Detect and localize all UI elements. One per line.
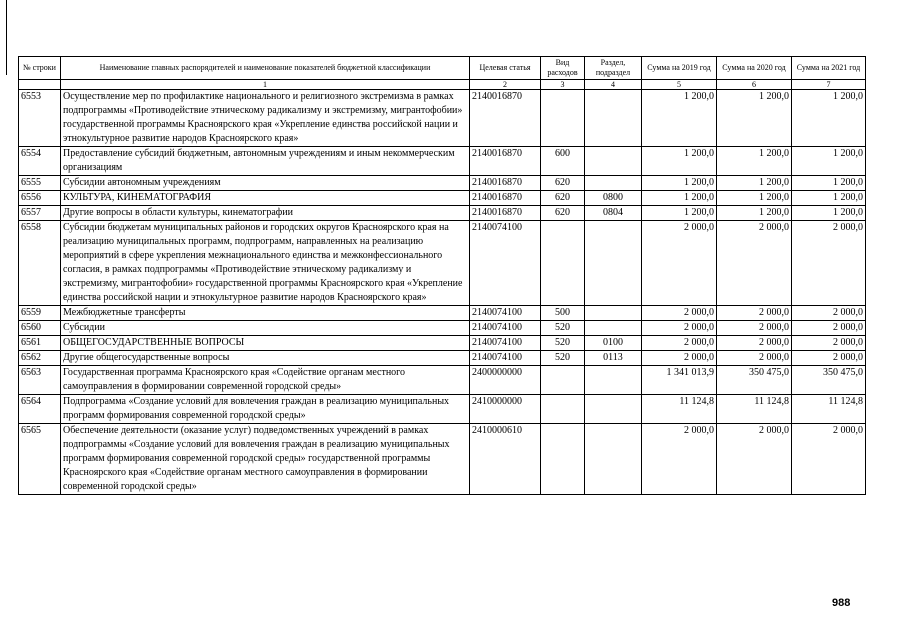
row-target-article: 2140074100 <box>470 336 541 351</box>
row-sum-2021: 2 000,0 <box>792 336 866 351</box>
row-sum-2020: 1 200,0 <box>717 176 792 191</box>
row-expense-kind: 520 <box>541 351 585 366</box>
row-sum-2019: 1 200,0 <box>642 90 717 147</box>
row-sum-2019: 2 000,0 <box>642 336 717 351</box>
table-row <box>19 366 866 395</box>
row-expense-kind <box>541 366 585 395</box>
row-sum-2019: 1 341 013,9 <box>642 366 717 395</box>
row-section <box>585 90 642 147</box>
row-name: Субсидии автономным учреждениям <box>61 176 470 191</box>
row-sum-2020: 2 000,0 <box>717 306 792 321</box>
table-row <box>19 395 866 424</box>
row-number: 6556 <box>19 191 61 206</box>
row-sum-2021: 1 200,0 <box>792 191 866 206</box>
row-sum-2021: 1 200,0 <box>792 147 866 176</box>
table-row <box>19 90 866 147</box>
row-number: 6558 <box>19 221 61 306</box>
row-sum-2021: 2 000,0 <box>792 321 866 336</box>
header-expense-kind: Вид расходов <box>541 57 585 80</box>
header-sum-2021: Сумма на 2021 год <box>792 57 866 80</box>
row-sum-2020: 350 475,0 <box>717 366 792 395</box>
row-name: ОБЩЕГОСУДАРСТВЕННЫЕ ВОПРОСЫ <box>61 336 470 351</box>
header-sum-2019: Сумма на 2019 год <box>642 57 717 80</box>
row-sum-2019: 2 000,0 <box>642 306 717 321</box>
header-target-article: Целевая статья <box>470 57 541 80</box>
row-target-article: 2140074100 <box>470 321 541 336</box>
row-number: 6553 <box>19 90 61 147</box>
table-row <box>19 306 866 321</box>
row-sum-2021: 2 000,0 <box>792 351 866 366</box>
row-name: Другие общегосударственные вопросы <box>61 351 470 366</box>
column-number-row <box>19 80 866 90</box>
column-number-1: 1 <box>61 80 470 90</box>
table-body <box>19 90 866 495</box>
row-section <box>585 366 642 395</box>
row-expense-kind: 620 <box>541 191 585 206</box>
row-sum-2019: 1 200,0 <box>642 191 717 206</box>
row-sum-2020: 1 200,0 <box>717 191 792 206</box>
row-sum-2019: 1 200,0 <box>642 206 717 221</box>
row-expense-kind: 620 <box>541 176 585 191</box>
row-number: 6557 <box>19 206 61 221</box>
table-row <box>19 351 866 366</box>
row-expense-kind: 520 <box>541 336 585 351</box>
row-section: 0804 <box>585 206 642 221</box>
row-sum-2019: 2 000,0 <box>642 221 717 306</box>
row-name: Субсидии <box>61 321 470 336</box>
row-number: 6560 <box>19 321 61 336</box>
row-sum-2020: 11 124,8 <box>717 395 792 424</box>
row-name: Подпрограмма «Создание условий для вовлечения граждан в реализацию муниципальных программ формирования современной городской среды» <box>61 395 470 424</box>
row-expense-kind <box>541 424 585 495</box>
row-sum-2019: 2 000,0 <box>642 351 717 366</box>
table-row <box>19 336 866 351</box>
row-section <box>585 147 642 176</box>
row-sum-2021: 1 200,0 <box>792 90 866 147</box>
header-row-number: № строки <box>19 57 61 80</box>
row-name: Другие вопросы в области культуры, кинематографии <box>61 206 470 221</box>
row-name: Государственная программа Красноярского края «Содействие органам местного самоуправления в формировании современной городской среды» <box>61 366 470 395</box>
row-target-article: 2400000000 <box>470 366 541 395</box>
row-sum-2020: 1 200,0 <box>717 147 792 176</box>
row-section <box>585 221 642 306</box>
header-section: Раздел, подраздел <box>585 57 642 80</box>
row-target-article: 2140016870 <box>470 206 541 221</box>
column-number-2: 2 <box>470 80 541 90</box>
table-row <box>19 191 866 206</box>
row-sum-2020: 2 000,0 <box>717 336 792 351</box>
column-number-1 <box>19 80 61 90</box>
row-sum-2020: 2 000,0 <box>717 424 792 495</box>
row-sum-2019: 1 200,0 <box>642 176 717 191</box>
table-row <box>19 176 866 191</box>
row-number: 6564 <box>19 395 61 424</box>
table-row <box>19 147 866 176</box>
row-number: 6562 <box>19 351 61 366</box>
row-number: 6555 <box>19 176 61 191</box>
row-expense-kind: 500 <box>541 306 585 321</box>
row-sum-2019: 1 200,0 <box>642 147 717 176</box>
row-name: Субсидии бюджетам муниципальных районов и городских округов Красноярского края на реализацию муниципальных программ, подпрограмм, направленных на реализацию мероприятий в сфере укрепления межнационального единства и межконфессионального согласия, в рамках подпрограммы «Противодействие этническому радикализму и экстремизму, мигрантофобии» государственной программы Красноярского края «Укрепление единства российской нации и этнокультурное развитие народов Красноярского края» <box>61 221 470 306</box>
row-sum-2021: 1 200,0 <box>792 206 866 221</box>
row-section: 0113 <box>585 351 642 366</box>
row-target-article: 2140074100 <box>470 351 541 366</box>
row-target-article: 2140074100 <box>470 306 541 321</box>
row-number: 6563 <box>19 366 61 395</box>
row-target-article: 2140016870 <box>470 147 541 176</box>
table-row <box>19 424 866 495</box>
header-row <box>19 57 866 80</box>
row-name: Межбюджетные трансферты <box>61 306 470 321</box>
header-name: Наименование главных распорядителей и наименование показателей бюджетной классификации <box>61 57 470 80</box>
row-section <box>585 395 642 424</box>
row-sum-2019: 11 124,8 <box>642 395 717 424</box>
row-section <box>585 424 642 495</box>
row-target-article: 2140016870 <box>470 176 541 191</box>
column-number-6: 6 <box>717 80 792 90</box>
header-sum-2020: Сумма на 2020 год <box>717 57 792 80</box>
row-sum-2019: 2 000,0 <box>642 424 717 495</box>
row-target-article: 2140016870 <box>470 90 541 147</box>
budget-table <box>18 56 866 495</box>
row-section <box>585 176 642 191</box>
column-number-3: 3 <box>541 80 585 90</box>
row-expense-kind: 520 <box>541 321 585 336</box>
row-sum-2020: 1 200,0 <box>717 206 792 221</box>
table-row <box>19 321 866 336</box>
row-name: КУЛЬТУРА, КИНЕМАТОГРАФИЯ <box>61 191 470 206</box>
row-sum-2021: 2 000,0 <box>792 424 866 495</box>
row-sum-2021: 11 124,8 <box>792 395 866 424</box>
row-sum-2021: 2 000,0 <box>792 306 866 321</box>
row-sum-2020: 2 000,0 <box>717 221 792 306</box>
row-sum-2020: 2 000,0 <box>717 351 792 366</box>
row-name: Обеспечение деятельности (оказание услуг) подведомственных учреждений в рамках подпрограммы «Создание условий для вовлечения граждан в реализацию муниципальных программ формирования современной городской среды» государственной программы Красноярского края «Содействие органам местного самоуправления в формировании современной городской среды» <box>61 424 470 495</box>
column-number-5: 5 <box>642 80 717 90</box>
row-number: 6554 <box>19 147 61 176</box>
row-sum-2021: 350 475,0 <box>792 366 866 395</box>
row-number: 6559 <box>19 306 61 321</box>
row-name: Предоставление субсидий бюджетным, автономным учреждениям и иным некоммерческим организациям <box>61 147 470 176</box>
row-sum-2020: 1 200,0 <box>717 90 792 147</box>
row-number: 6565 <box>19 424 61 495</box>
row-section <box>585 306 642 321</box>
row-target-article: 2140074100 <box>470 221 541 306</box>
row-sum-2021: 1 200,0 <box>792 176 866 191</box>
row-expense-kind <box>541 90 585 147</box>
left-margin-line <box>6 0 7 75</box>
row-section: 0100 <box>585 336 642 351</box>
row-target-article: 2140016870 <box>470 191 541 206</box>
table-row <box>19 221 866 306</box>
row-section: 0800 <box>585 191 642 206</box>
row-sum-2020: 2 000,0 <box>717 321 792 336</box>
row-sum-2019: 2 000,0 <box>642 321 717 336</box>
row-expense-kind <box>541 395 585 424</box>
row-section <box>585 321 642 336</box>
row-sum-2021: 2 000,0 <box>792 221 866 306</box>
row-number: 6561 <box>19 336 61 351</box>
row-name: Осуществление мер по профилактике национального и религиозного экстремизма в рамках подпрограммы «Противодействие этническому радикализму и экстремизму, мигрантофобии» государственной программы Красноярского края «Укрепление единства российской нации и этнокультурное развитие народов Красноярского края» <box>61 90 470 147</box>
row-target-article: 2410000000 <box>470 395 541 424</box>
column-number-4: 4 <box>585 80 642 90</box>
table-row <box>19 206 866 221</box>
page-number: 988 <box>832 597 851 609</box>
row-expense-kind: 620 <box>541 206 585 221</box>
column-number-7: 7 <box>792 80 866 90</box>
row-expense-kind: 600 <box>541 147 585 176</box>
row-target-article: 2410000610 <box>470 424 541 495</box>
row-expense-kind <box>541 221 585 306</box>
